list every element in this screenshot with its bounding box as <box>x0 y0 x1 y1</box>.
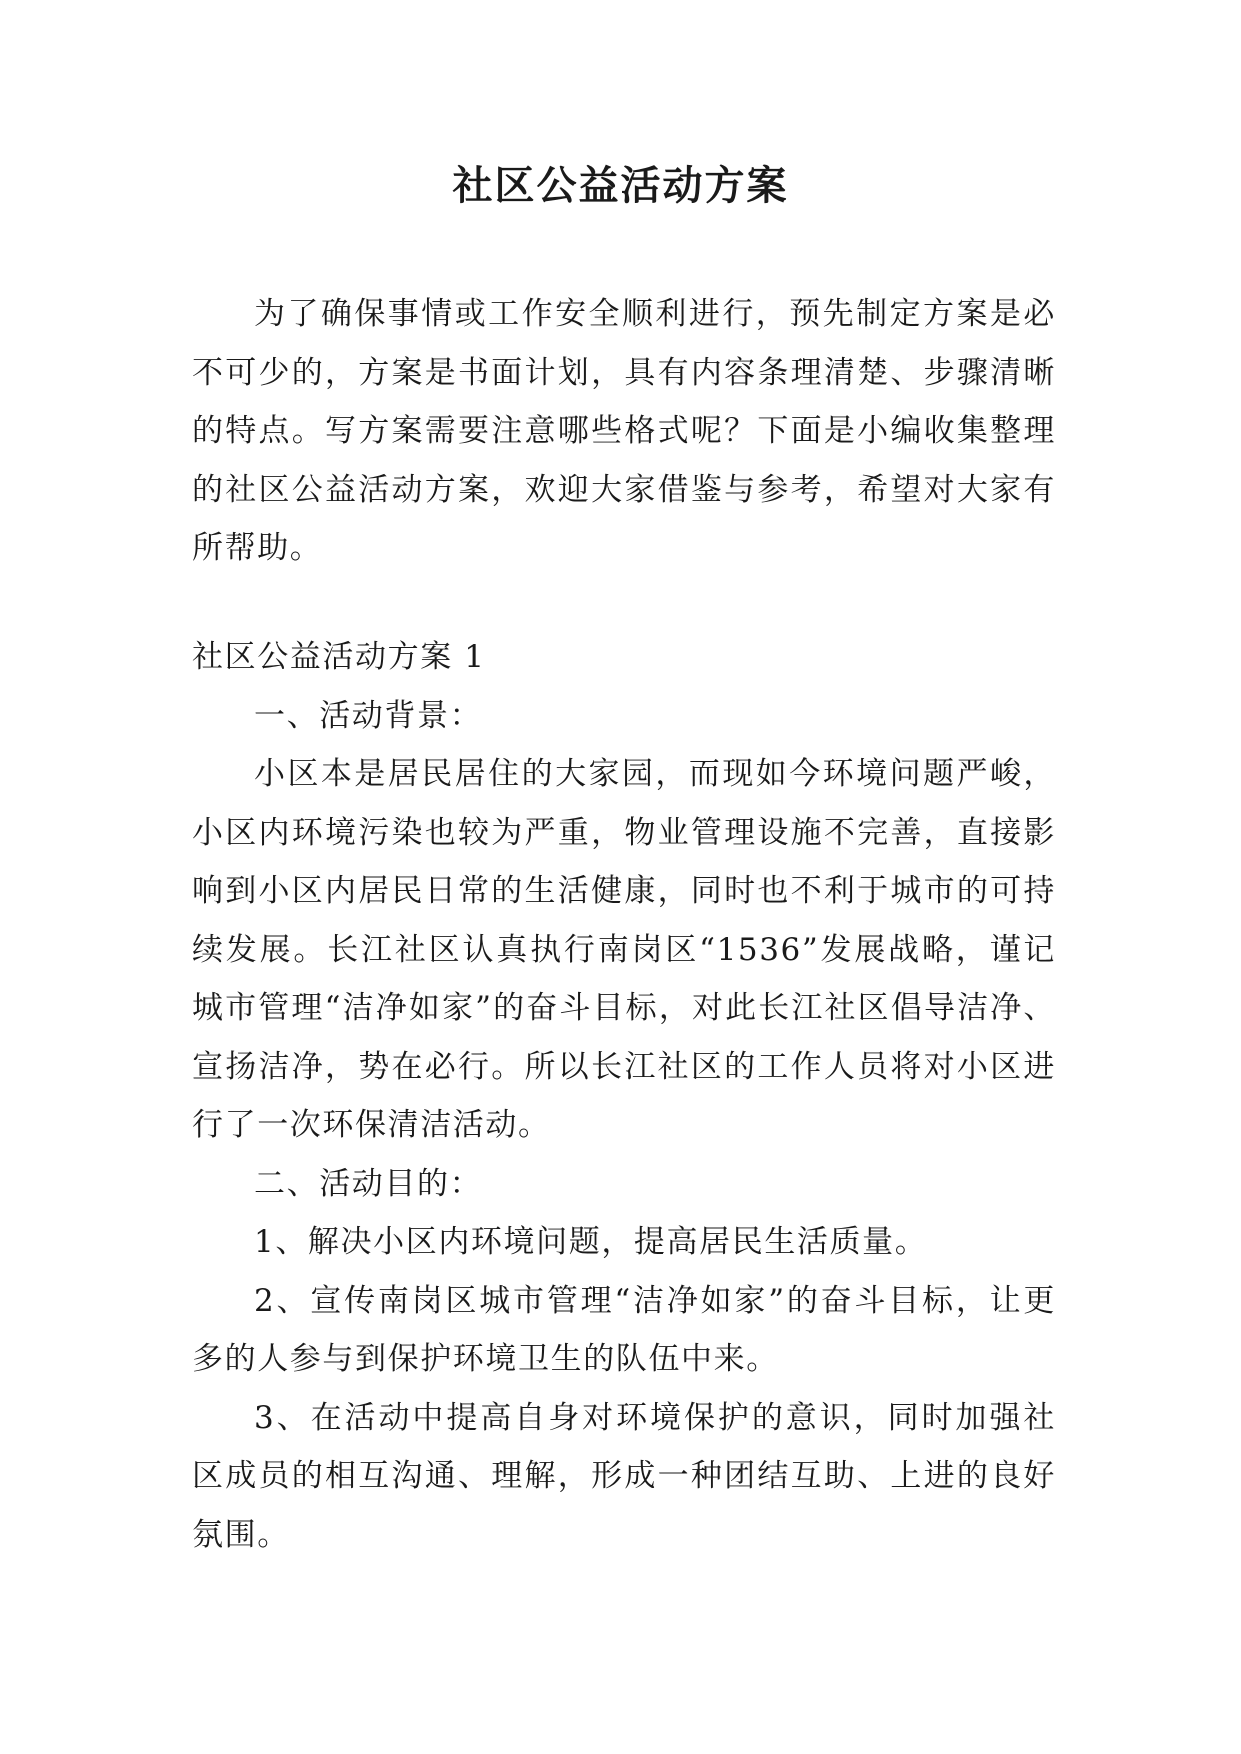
purpose-item-2: 2、宣传南岗区城市管理“洁净如家”的奋斗目标，让更多的人参与到保护环境卫生的队伍中来。 <box>192 1282 1056 1377</box>
purpose-item-3: 3、在活动中提高自身对环境保护的意识，同时加强社区成员的相互沟通、理解，形成一种团结互助、上进的良好氛围。 <box>192 1399 1056 1553</box>
paragraph-background: 小区本是居民居住的大家园，而现如今环境问题严峻，小区内环境污染也较为严重，物业管理设施不完善，直接影响到小区内居民日常的生活健康，同时也不利于城市的可持续发展。长江社区认真执行南岗区“1536”发展战略，谨记城市管理“洁净如家”的奋斗目标，对此长江社区倡导洁净、宣扬洁净，势在必行。所以长江社区的工作人员将对小区进行了一次环保清洁活动。 <box>192 756 1056 1143</box>
main-content <box>192 628 1056 1564</box>
intro-paragraph: 为了确保事情或工作安全顺利进行，预先制定方案是必不可少的，方案是书面计划，具有内容条理清楚、步骤清晰的特点。写方案需要注意哪些格式呢？下面是小编收集整理的社区公益活动方案，欢迎大家借鉴与参考，希望对大家有所帮助。 <box>192 296 1056 566</box>
intro-block <box>192 285 1056 578</box>
heading-background: 一、活动背景： <box>254 697 483 734</box>
purpose-item-1: 1、解决小区内环境问题，提高居民生活质量。 <box>254 1224 928 1260</box>
section-title: 社区公益活动方案 1 <box>192 639 486 675</box>
heading-purpose: 二、活动目的： <box>254 1165 483 1202</box>
document-title: 社区公益活动方案 <box>452 162 789 209</box>
